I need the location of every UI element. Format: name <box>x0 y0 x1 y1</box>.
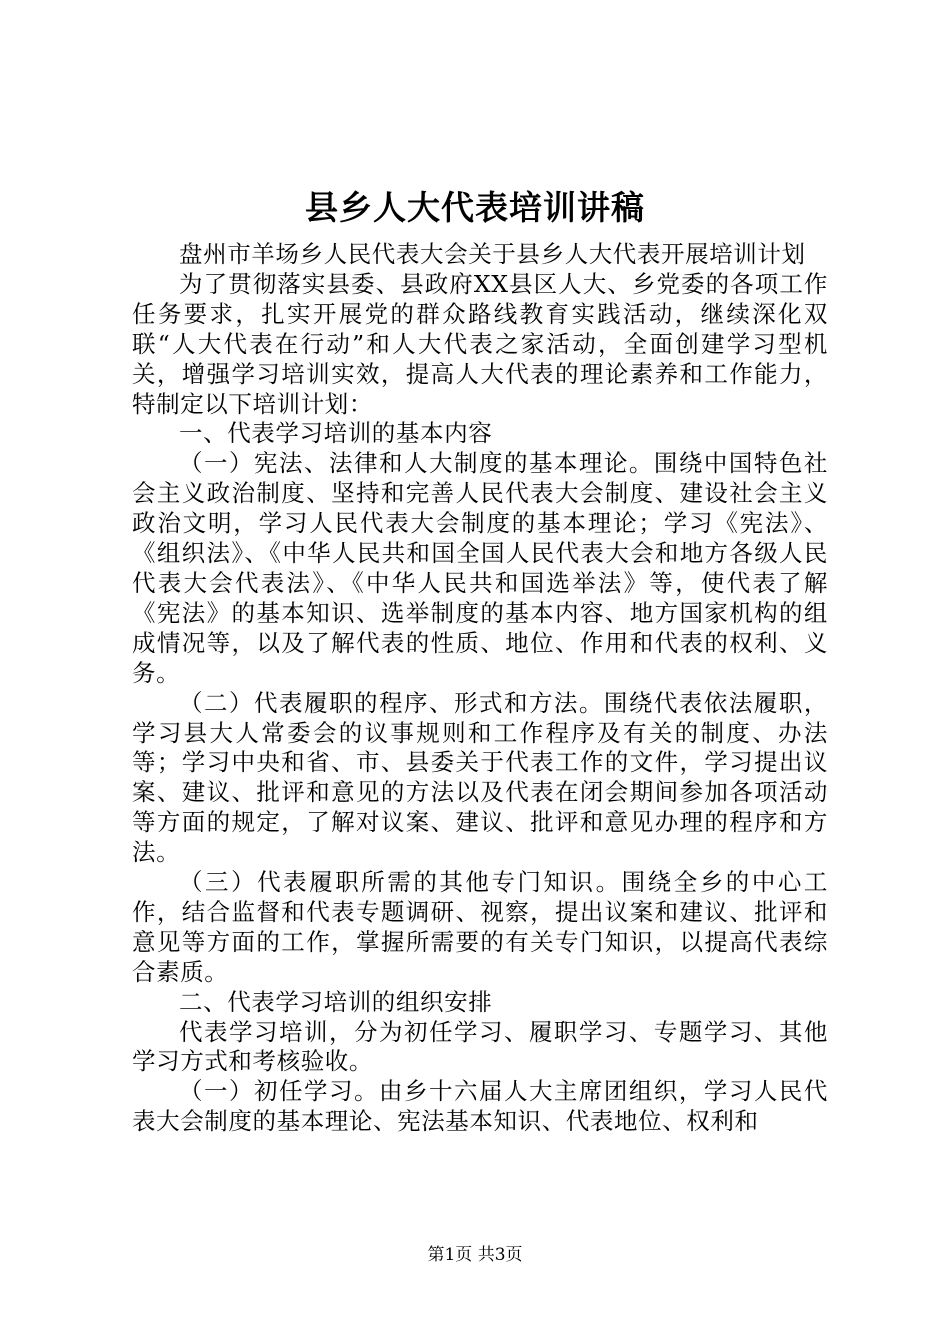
paragraph-intro: 为了贯彻落实县委、县政府XX县区人大、乡党委的各项工作任务要求，扎实开展党的群众路线教育实践活动，继续深化双联“人大代表在行动”和人大代表之家活动，全面创建学习型机关，增强学习培训实效，提高人大代表的理论素养和工作能力，特制定以下培训计划： <box>132 269 828 418</box>
section-heading-1: 一、代表学习培训的基本内容 <box>179 419 493 448</box>
page-footer <box>0 1243 950 1267</box>
document-title: 县乡人大代表培训讲稿 <box>305 188 645 227</box>
paragraph-item-2-1: （一）初任学习。由乡十六届人大主席团组织，学习人民代表大会制度的基本理论、宪法基本知识、代表地位、权利和 <box>132 1077 828 1136</box>
paragraph-item-1-1: （一）宪法、法律和人大制度的基本理论。围绕中国特色社会主义政治制度、坚持和完善人民代表大会制度、建设社会主义政治文明，学习人民代表大会制度的基本理论；学习《宪法》、《组织法》、《中华人民共和国全国人民代表大会和地方各级人民代表大会代表法》、《中华人民共和国选举法》等，使代表了解《宪法》的基本知识、选举制度的基本内容、地方国家机构的组成情况等，以及了解代表的性质、地位、作用和代表的权利、义务。 <box>132 449 828 687</box>
document-body <box>132 240 828 1137</box>
paragraph-item-1-2: （二）代表履职的程序、形式和方法。围绕代表依法履职，学习县大人常委会的议事规则和工作程序及有关的制度、办法等；学习中央和省、市、县委关于代表工作的文件，学习提出议案、建议、批评和意见的方法以及代表在闭会期间参加各项活动等方面的规定，了解对议案、建议、批评和意见办理的程序和方法。 <box>132 688 828 867</box>
section-heading-2: 二、代表学习培训的组织安排 <box>179 987 493 1016</box>
paragraph-subtitle: 盘州市羊场乡人民代表大会关于县乡人大代表开展培训计划 <box>179 240 806 268</box>
page-number: 第1页 <box>427 1245 473 1265</box>
page-total: 共3页 <box>477 1245 523 1265</box>
paragraph-item-1-3: （三）代表履职所需的其他专门知识。围绕全乡的中心工作，结合监督和代表专题调研、视察，提出议案和建议、批评和意见等方面的工作，掌握所需要的有关专门知识，以提高代表综合素质。 <box>132 868 828 986</box>
paragraph-section-2-intro: 代表学习培训，分为初任学习、履职学习、专题学习、其他学习方式和考核验收。 <box>132 1017 828 1076</box>
